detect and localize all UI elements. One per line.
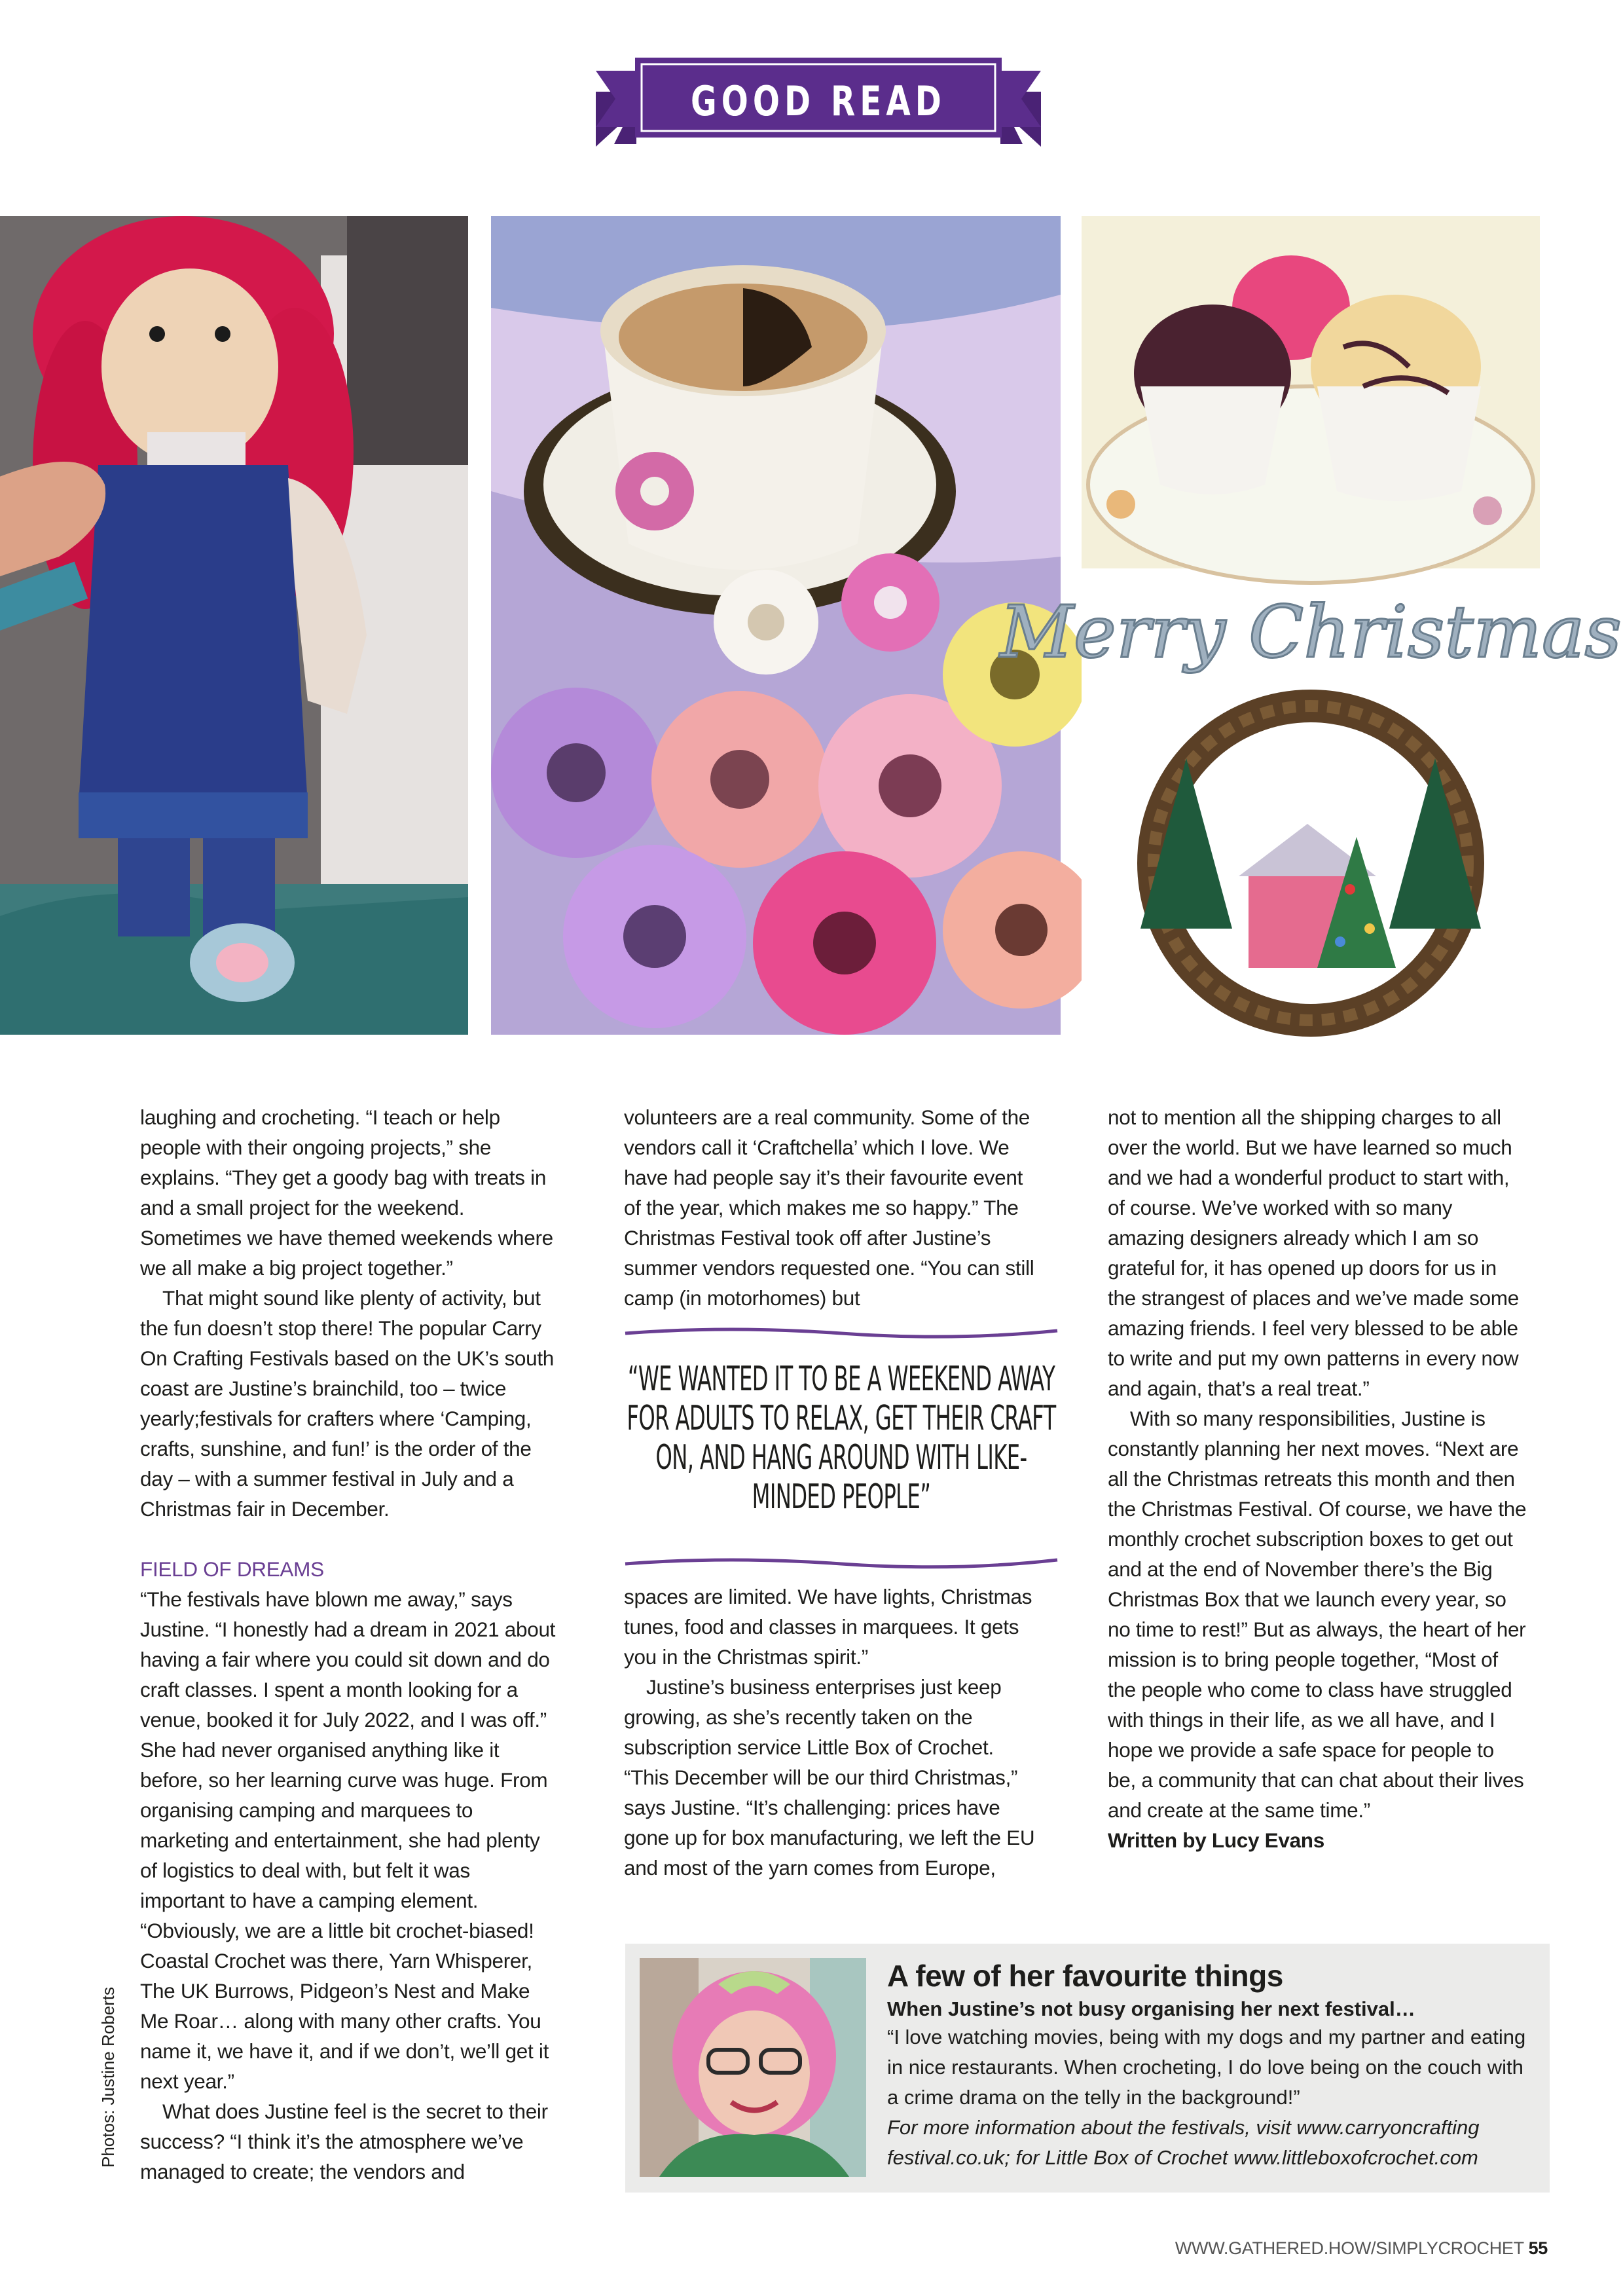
col1-paragraph-4: What does Justine feel is the secret to their success? “I think it’s the atmosphere we’ve managed to create; the vendors and bbox=[140, 2100, 548, 2183]
christmas-wreath-photo bbox=[1000, 588, 1622, 1035]
col2-paragraph-3: Justine’s business enterprises just keep growing, as she’s recently taken on the subscription service Little Box of Crochet. “This December will be our third Christmas,” says Justine. “It’s challenging: prices have gone up for box manufacturing, we left the EU and most of the yarn comes from Europe, bbox=[624, 1675, 1035, 1879]
favourite-things-boxout bbox=[625, 1944, 1550, 2193]
footer-url[interactable]: WWW.GATHERED.HOW/SIMPLYCROCHET bbox=[1175, 2238, 1524, 2258]
section-subhead: FIELD OF DREAMS bbox=[140, 1557, 324, 1581]
article-column-1 bbox=[140, 1102, 559, 2187]
banner-label: GOOD READ bbox=[691, 77, 946, 125]
photo-credit: Photos: Justine Roberts bbox=[98, 1986, 118, 2168]
section-banner bbox=[596, 55, 1041, 147]
article-column-2 bbox=[624, 1102, 1043, 1313]
justine-portrait-photo bbox=[640, 1958, 866, 2177]
page-number: 55 bbox=[1528, 2238, 1548, 2258]
cupcakes-photo bbox=[1082, 216, 1540, 568]
page-footer bbox=[1175, 2238, 1548, 2259]
col2-paragraph-1: volunteers are a real community. Some of the vendors call it ‘Craftchella’ which I love. We have had people say it’s their favourite event of the year, which makes me so happy.” The Christmas Festival took off after Justine’s summer vendors requested one. “You can still camp (in motorhomes) but bbox=[624, 1105, 1034, 1310]
col1-paragraph-1: laughing and crocheting. “I teach or help people with their ongoing projects,” she explains. “They get a goody bag with treats in and a small project for the weekend. Sometimes we have themed weekends where we all make a big project together.” bbox=[140, 1105, 553, 1280]
wreath-sign-text: Merry Christmas bbox=[1000, 590, 1622, 674]
boxout-more-info: For more information about the festivals, visit www.carryoncrafting festival.co.uk; for Little Box of Crochet www.littleboxofcrochet.com bbox=[887, 2116, 1480, 2169]
pull-quote bbox=[619, 1320, 1064, 1576]
article-column-2-continued bbox=[624, 1582, 1043, 1883]
boxout-title: A few of her favourite things bbox=[887, 1959, 1283, 1993]
col1-paragraph-3: “The festivals have blown me away,” says Justine. “I honestly had a dream in 2021 about having a fair where you could sit down and do craft classes. I spent a month looking for a venue, booked it for July 2022, and I was off.” She had never organised anything like it before, so her learning curve was huge. From organising camping and marquees to marketing and entertainment, she had plenty of logistics to deal with, but felt it was important to have a camping element. “Obviously, we are a little bit crochet-biased! Coastal Crochet was there, Yarn Whisperer, The UK Burrows, Pidgeon’s Nest and Make Me Roar… along with many other crafts. You name it, we have it, and if we don’t, we’ll get it next year.” bbox=[140, 1587, 556, 2093]
col2-paragraph-2: spaces are limited. We have lights, Christmas tunes, food and classes in marquees. It gets you in the Christmas spirit.” bbox=[624, 1585, 1032, 1669]
col3-paragraph-1: not to mention all the shipping charges to all over the world. But we have learned so much and we had a wonderful product to start with, of course. We’ve worked with so many amazing designers already which I am so grateful for, it has opened up doors for us in the strangest of places and we’ve made some amazing friends. I feel very blessed to be able to write and put my own patterns in every now and again, that’s a real treat.” bbox=[1108, 1105, 1519, 1400]
boxout-subtitle: When Justine’s not busy organising her next festival… bbox=[887, 1997, 1415, 2020]
tea-doughnuts-photo bbox=[491, 216, 1061, 1035]
boxout-body: “I love watching movies, being with my dogs and my partner and eating in nice restaurants. When crocheting, I do love being on the couch with a crime drama on the telly in the background!” bbox=[887, 2026, 1526, 2109]
col1-paragraph-2: That might sound like plenty of activity, but the fun doesn’t stop there! The popular Carry On Crafting Festivals based on the UK’s south coast are Justine’s brainchild, too – twice yearly;festivals for crafters where ‘Camping, crafts, sunshine, and fun!’ is the order of the day – with a summer festival in July and a Christmas fair in December. bbox=[140, 1286, 555, 1521]
boxout-text bbox=[887, 1958, 1535, 2173]
col3-paragraph-2: With so many responsibilities, Justine is constantly planning her next moves. “Next are all the Christmas retreats this month and then the Christmas Festival. Of course, we have the monthly crochet subscription boxes to get out and at the end of November there’s the Big Christmas Box that we launch every year, so no time to rest!” But as always, the heart of her mission is to bring people together, “Most of the people who come to class have struggled with things in their life, as we all have, and I hope we provide a safe space for people to be, a community that can chat about their lives and create at the same time.” bbox=[1108, 1407, 1527, 1822]
pull-quote-text: “WE WANTED IT TO BE A WEEKEND AWAY FOR ADULTS TO RELAX, GET THEIR CRAFT ON, AND HANG AROUND WITH LIKE-MINDED PEOPLE” bbox=[627, 1360, 1056, 1517]
article-column-3 bbox=[1108, 1102, 1527, 1855]
byline: Written by Lucy Evans bbox=[1108, 1828, 1324, 1852]
doll-photo bbox=[0, 216, 468, 1035]
